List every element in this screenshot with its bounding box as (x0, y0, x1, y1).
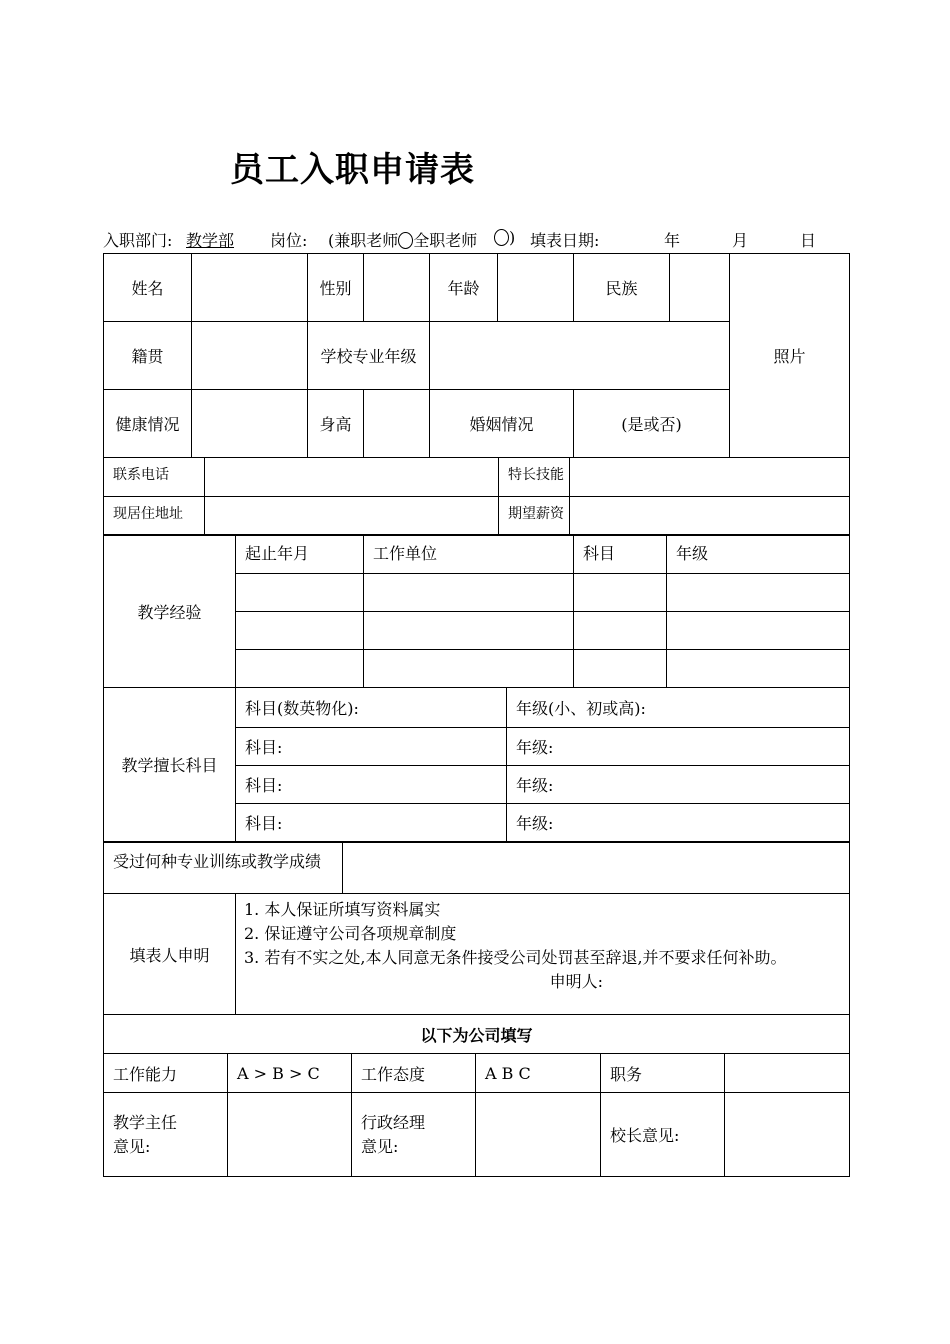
training-label: 受过何种专业训练或教学成绩 (104, 843, 343, 894)
experience-cell[interactable] (574, 574, 667, 612)
experience-cell[interactable] (574, 612, 667, 650)
address-field[interactable] (205, 497, 499, 536)
experience-cell[interactable] (667, 574, 850, 612)
company-table (103, 1014, 850, 1177)
age-label: 年龄 (430, 254, 498, 322)
experience-label: 教学经验 (104, 535, 236, 688)
attitude-options[interactable]: A B C (476, 1054, 601, 1093)
ethnicity-field[interactable] (670, 254, 730, 322)
subject-field-4[interactable]: 科目: (236, 804, 507, 842)
grade-field-1[interactable]: 年级(小、初或高): (507, 688, 850, 728)
experience-cell[interactable] (667, 650, 850, 688)
phone-field[interactable] (205, 458, 499, 497)
date-year-label: 年 (664, 231, 681, 250)
position-label: 岗位: (270, 231, 308, 250)
gender-label: 性别 (308, 254, 364, 322)
attitude-label: 工作态度 (352, 1054, 476, 1093)
height-label: 身高 (308, 390, 364, 458)
phone-label: 联系电话 (104, 458, 205, 497)
principal-opinion-field[interactable] (725, 1093, 850, 1177)
duty-field[interactable] (725, 1054, 850, 1093)
declaration-text (236, 894, 850, 1015)
grade-field-2[interactable]: 年级: (507, 728, 850, 766)
skills-label: 特长技能 (499, 458, 570, 497)
ethnicity-label: 民族 (574, 254, 670, 322)
gender-field[interactable] (364, 254, 430, 322)
experience-cell[interactable] (364, 612, 574, 650)
age-field[interactable] (498, 254, 574, 322)
salary-field[interactable] (570, 497, 850, 536)
training-field[interactable] (343, 843, 850, 894)
experience-cell[interactable] (236, 650, 364, 688)
signer-label[interactable]: 申明人: (549, 972, 603, 991)
skills-field[interactable] (570, 458, 850, 497)
subject-field-1[interactable]: 科目(数英物化): (236, 688, 507, 728)
experience-cell[interactable] (667, 612, 850, 650)
ability-options[interactable]: A > B > C (228, 1054, 352, 1093)
native-place-label: 籍贯 (104, 322, 192, 390)
director-opinion-label: 教学主任意见: (104, 1093, 228, 1177)
basic-info-table (103, 253, 850, 458)
director-opinion-field[interactable] (228, 1093, 352, 1177)
marital-field[interactable]: (是或否) (574, 390, 730, 458)
address-label: 现居住地址 (104, 497, 205, 536)
school-label: 学校专业年级 (308, 322, 430, 390)
manager-opinion-label: 行政经理意见: (352, 1093, 476, 1177)
health-label: 健康情况 (104, 390, 192, 458)
experience-cell[interactable] (364, 650, 574, 688)
experience-cell[interactable] (236, 612, 364, 650)
company-heading: 以下为公司填写 (104, 1015, 850, 1054)
photo-box[interactable]: 照片 (730, 254, 850, 458)
experience-table (103, 534, 850, 688)
date-day-label: 日 (800, 231, 817, 250)
dept-label: 入职部门: (103, 231, 173, 250)
experience-col-employer: 工作单位 (364, 535, 574, 574)
declaration-table (103, 893, 850, 1015)
dept-value[interactable]: 教学部 (186, 231, 235, 250)
manager-opinion-field[interactable] (476, 1093, 601, 1177)
grade-field-4[interactable]: 年级: (507, 804, 850, 842)
school-field[interactable] (430, 322, 730, 390)
radio-parttime-icon[interactable] (398, 232, 413, 249)
position-option-fulltime[interactable]: ) (494, 228, 515, 247)
subject-field-2[interactable]: 科目: (236, 728, 507, 766)
page-title: 员工入职申请表 (230, 150, 475, 190)
subjects-label: 教学擅长科目 (104, 688, 236, 842)
experience-cell[interactable] (364, 574, 574, 612)
radio-fulltime-icon[interactable] (494, 229, 509, 246)
experience-cell[interactable] (574, 650, 667, 688)
date-month-label: 月 (732, 231, 749, 250)
date-label: 填表日期: (530, 231, 600, 250)
name-field[interactable] (192, 254, 308, 322)
training-table (103, 842, 850, 894)
native-place-field[interactable] (192, 322, 308, 390)
grade-field-3[interactable]: 年级: (507, 766, 850, 804)
declaration-item-3: 3. 若有不实之处,本人同意无条件接受公司处罚甚至辞退,并不要求任何补助。 (244, 948, 787, 967)
marital-label: 婚姻情况 (430, 390, 574, 458)
duty-label: 职务 (601, 1054, 725, 1093)
health-field[interactable] (192, 390, 308, 458)
principal-opinion-label: 校长意见: (601, 1093, 725, 1177)
position-option-parttime[interactable]: (兼职老师 全职老师 (328, 231, 478, 250)
ability-label: 工作能力 (104, 1054, 228, 1093)
subjects-table (103, 687, 850, 842)
salary-label: 期望薪资 (499, 497, 570, 536)
experience-col-subject: 科目 (574, 535, 667, 574)
name-label: 姓名 (104, 254, 192, 322)
experience-col-period: 起止年月 (236, 535, 364, 574)
declaration-label: 填表人申明 (104, 894, 236, 1015)
contact-table (103, 457, 850, 536)
subject-field-3[interactable]: 科目: (236, 766, 507, 804)
experience-cell[interactable] (236, 574, 364, 612)
declaration-item-1: 1. 本人保证所填写资料属实 (244, 900, 441, 919)
height-field[interactable] (364, 390, 430, 458)
declaration-item-2: 2. 保证遵守公司各项规章制度 (244, 924, 457, 943)
experience-col-grade: 年级 (667, 535, 850, 574)
